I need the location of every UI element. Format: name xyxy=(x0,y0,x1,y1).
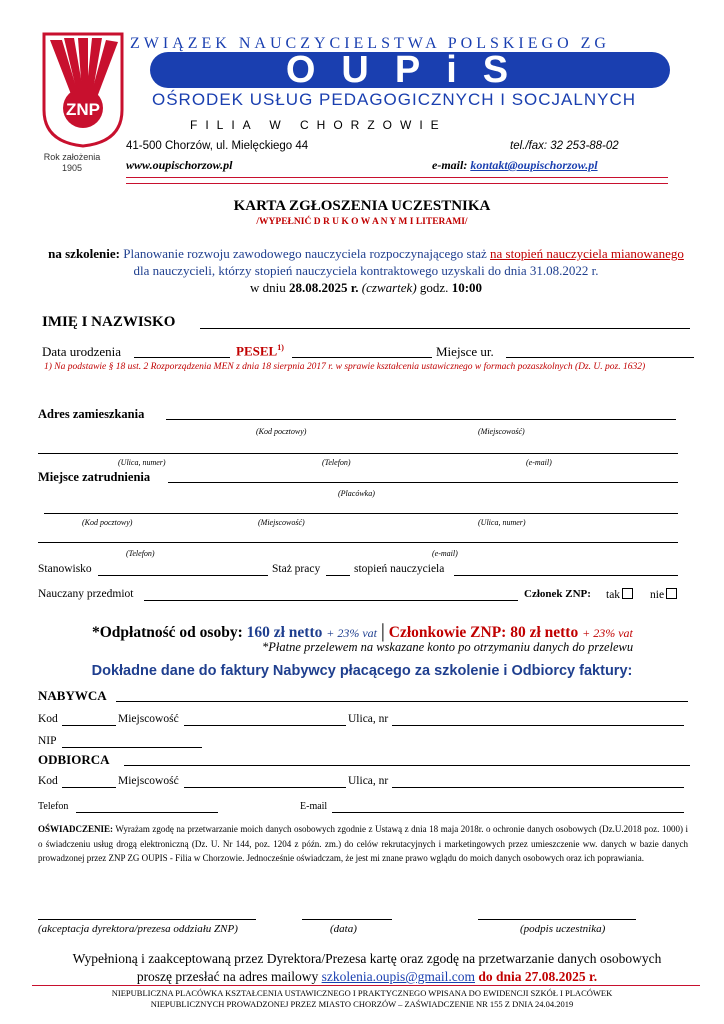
work-institution-caption: (Placówka) xyxy=(338,489,375,498)
header-email-link[interactable]: kontakt@oupischorzow.pl xyxy=(470,158,598,172)
work-city-caption: (Miejscowość) xyxy=(258,518,305,527)
name-label: IMIĘ I NAZWISKO xyxy=(42,314,176,330)
address-phone-caption: (Telefon) xyxy=(322,458,351,467)
closing-instructions: Wypełnioną i zaakceptowaną przez Dyrektora/Prezesa kartę oraz zgodę na przetwarzanie danych osobowych proszę przesłać na adres mailowy szkolenia.oupis@gmail.com do dnia 27.08.2025 r. xyxy=(72,951,662,984)
address-email-caption: (e-mail) xyxy=(526,458,552,467)
work-email-caption: (e-mail) xyxy=(432,549,458,558)
address-city-caption: (Miejscowość) xyxy=(478,427,525,436)
sig-date-line[interactable] xyxy=(302,919,392,920)
address-field[interactable] xyxy=(166,419,676,420)
sig-director-caption: (akceptacja dyrektora/prezesa oddziału ZNP) xyxy=(38,923,238,935)
work-label: Miejsce zatrudnienia xyxy=(38,470,151,484)
nip-field[interactable] xyxy=(62,747,202,748)
work-line-2[interactable] xyxy=(44,513,678,514)
buyer-city-field[interactable] xyxy=(184,725,346,726)
pesel-footnote: 1) Na podstawie § 18 ust. 2 Rozporządzenia MEN z dnia 18 sierpnia 2017 r. w sprawie kształcenia ustawicznego w formach pozaszkolnych (Dz. U. poz. 1632) xyxy=(44,362,646,372)
address: 41-500 Chorzów, ul. Mielęckiego 44 xyxy=(126,140,309,152)
footer: NIEPUBLICZNA PLACÓWKA KSZTAŁCENIA USTAWICZNEGO I PRAKTYCZNEGO WPISANA DO EWIDENCJI SZKÓŁ I PLACÓWEK NIEPUBLICZNYCH PROWADZONEJ PRZEZ MIASTO CHORZÓW – ZAŚWIADCZENIE NR 155 Z DNIA 24.04.2019 xyxy=(111,988,613,1009)
recipient-label: ODBIORCA xyxy=(38,752,110,767)
buyer-city-label: Miejscowość xyxy=(118,713,179,725)
recipient-code-label: Kod xyxy=(38,775,58,787)
sig-director-line[interactable] xyxy=(38,919,256,920)
footer-rule xyxy=(32,985,700,986)
recipient-phone-label: Telefon xyxy=(38,801,69,812)
degree-field[interactable] xyxy=(454,575,678,576)
recipient-email-field[interactable] xyxy=(332,812,684,813)
birthplace-field[interactable] xyxy=(506,357,694,358)
recipient-street-label: Ulica, nr xyxy=(348,775,389,787)
member-yes-checkbox[interactable] xyxy=(622,588,633,599)
buyer-label: NABYWCA xyxy=(38,688,107,703)
org-line3: FILIA W CHORZOWIE xyxy=(190,118,447,132)
header-email: e-mail: kontakt@oupischorzow.pl xyxy=(432,158,598,172)
fee-note: *Płatne przelewem na wskazane konto po otrzymaniu danych do przelewu xyxy=(262,640,634,654)
seniority-label: Staż pracy xyxy=(272,563,321,575)
sig-participant-caption: (podpis uczestnika) xyxy=(520,923,606,935)
buyer-field[interactable] xyxy=(116,701,688,702)
buyer-code-field[interactable] xyxy=(62,725,116,726)
degree-label: stopień nauczyciela xyxy=(354,563,445,575)
consent-statement: OŚWIADCZENIE: Wyrażam zgodę na przetwarzanie moich danych osobowych zgodnie z Ustawą z dnia 18 maja 2018r. o ochronie danych osobowych (Dz.U.2018 poz. 1000) i o świadczeniu usług drogą elektroniczną (Dz. U. Nr 144, poz. 1204 z późn. zm.) do celów rekrutacyjnych i marketingowych przez umieszczenie ww. danych w bazie danych prowadzonej przez ZNP ZG OUPIS - Filia w Chorzowie. Jednocześnie oświadczam, że jest mi znane prawo wglądu do moich danych osobowych oraz ich poprawiania. xyxy=(38,824,688,863)
position-field[interactable] xyxy=(98,575,268,576)
website[interactable]: www.oupischorzow.pl xyxy=(126,158,233,172)
position-label: Stanowisko xyxy=(38,563,92,575)
address-street-caption: (Ulica, numer) xyxy=(118,458,166,467)
birth-label: Data urodzenia xyxy=(42,344,122,359)
form-title: KARTA ZGŁOSZENIA UCZESTNIKA xyxy=(233,198,491,214)
birthplace-label: Miejsce ur. xyxy=(436,344,494,359)
org-line1: ZWIĄZEK NAUCZYCIELSTWA POLSKIEGO ZG xyxy=(130,35,610,52)
header-rule-1 xyxy=(126,177,668,178)
member-no-checkbox[interactable] xyxy=(666,588,677,599)
member-label: Członek ZNP: xyxy=(524,588,591,600)
member-no[interactable]: nie xyxy=(650,588,677,601)
subject-field[interactable] xyxy=(144,600,518,601)
fee-line: *Odpłatność od osoby: 160 zł netto + 23% vat | Członkowie ZNP: 80 zł netto + 23% vat xyxy=(92,620,633,642)
form-subtitle: /WYPEŁNIĆ D R U K O W A N Y M I LITERAMI/ xyxy=(256,217,468,227)
oupis-acronym: OUPiS xyxy=(285,49,535,91)
recipient-street-field[interactable] xyxy=(392,787,684,788)
header-rule-2 xyxy=(126,183,668,184)
invoice-heading: Dokładne dane do faktury Nabywcy płacącego za szkolenie i Odbiorcy faktury: xyxy=(91,663,633,679)
recipient-city-field[interactable] xyxy=(184,787,346,788)
buyer-street-label: Ulica, nr xyxy=(348,713,389,725)
buyer-code-label: Kod xyxy=(38,713,58,725)
work-street-caption: (Ulica, numer) xyxy=(478,518,526,527)
work-postcode-caption: (Kod pocztowy) xyxy=(82,518,133,527)
address-line-2[interactable] xyxy=(38,453,678,454)
buyer-street-field[interactable] xyxy=(392,725,684,726)
work-field[interactable] xyxy=(168,482,678,483)
member-yes[interactable]: tak xyxy=(606,588,633,601)
pesel-field[interactable] xyxy=(292,357,432,358)
org-line2: OŚRODEK USŁUG PEDAGOGICZNYCH I SOCJALNYCH xyxy=(152,90,637,109)
subject-label: Nauczany przedmiot xyxy=(38,588,134,600)
training-info: na szkolenie: Planowanie rozwoju zawodowego nauczyciela rozpoczynającego staż na stopień nauczyciela mianowanego dla nauczycieli, którzy stopień nauczyciela kontraktowego uzyskali do dnia 31.08.2022 r. w dniu 28.08.2025 r. (czwartek) godz. 10:00 xyxy=(48,246,684,295)
founded: Rok założenia 1905 xyxy=(43,152,101,173)
znp-logo xyxy=(40,30,126,148)
closing-email-link[interactable]: szkolenia.oupis@gmail.com xyxy=(321,969,476,984)
address-label: Adres zamieszkania xyxy=(38,407,145,421)
sig-participant-line[interactable] xyxy=(478,919,636,920)
name-field[interactable] xyxy=(200,328,690,329)
recipient-city-label: Miejscowość xyxy=(118,775,179,787)
recipient-field[interactable] xyxy=(124,765,690,766)
sig-date-caption: (data) xyxy=(330,923,357,935)
work-phone-caption: (Telefon) xyxy=(126,549,155,558)
birth-field[interactable] xyxy=(134,357,230,358)
phone: tel./fax: 32 253-88-02 xyxy=(510,140,619,152)
work-line-3[interactable] xyxy=(38,542,678,543)
recipient-email-label: E-mail xyxy=(300,801,328,812)
recipient-phone-field[interactable] xyxy=(76,812,218,813)
pesel-label: PESEL$^{1)}$ xyxy=(236,343,284,359)
seniority-field[interactable] xyxy=(326,575,350,576)
nip-label: NIP xyxy=(38,735,57,747)
svg-text:ZNP: ZNP xyxy=(66,100,100,119)
recipient-code-field[interactable] xyxy=(62,787,116,788)
address-postcode-caption: (Kod pocztowy) xyxy=(256,427,307,436)
